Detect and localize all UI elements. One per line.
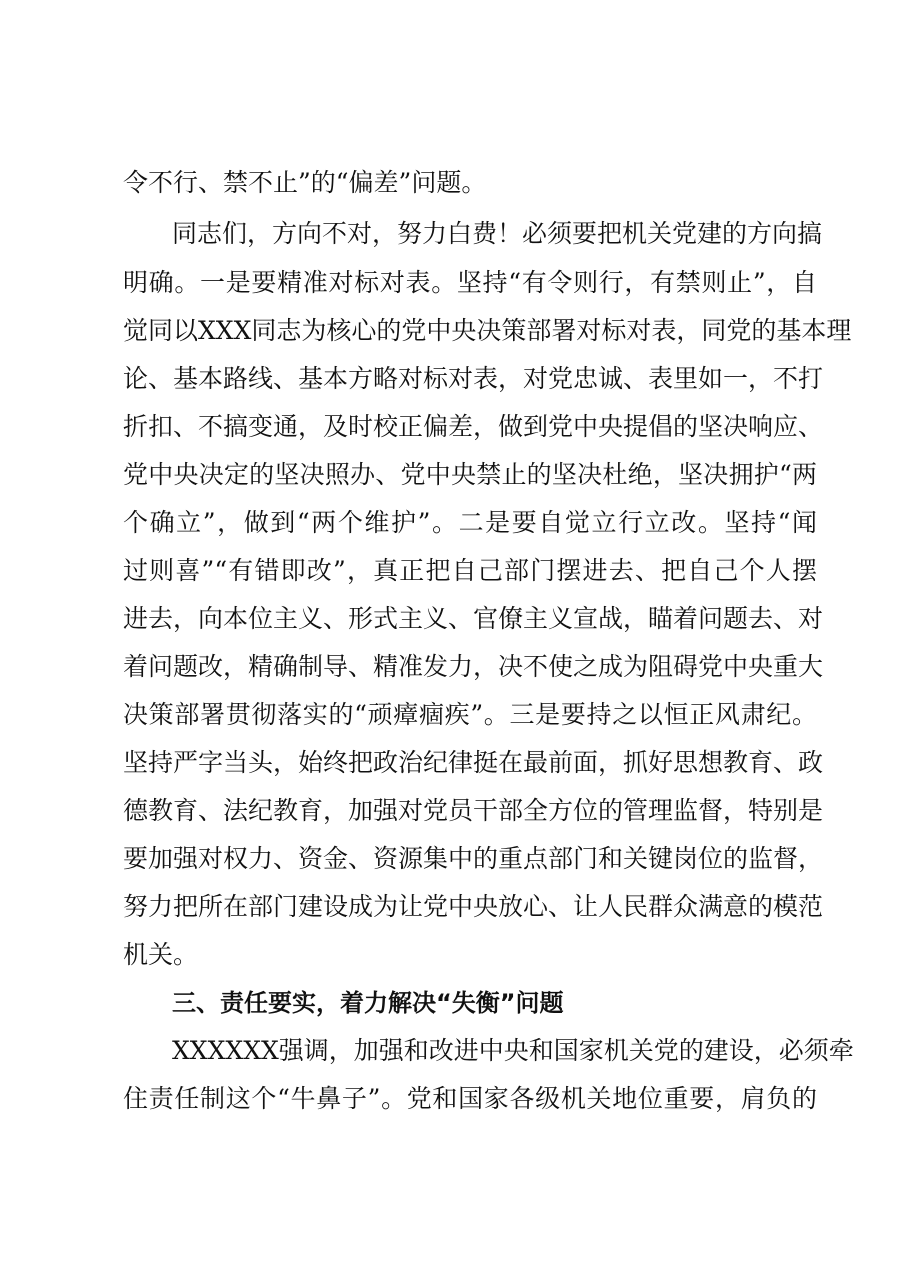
paragraph-line: 进去，向本位主义、形式主义、官僚主义宣战，瞄着问题去、对	[123, 604, 824, 633]
paragraph-line: 住责任制这个“牛鼻子”。党和国家各级机关地位重要，肩负的	[123, 1084, 817, 1113]
paragraph-line: 努力把所在部门建设成为让党中央放心、让人民群众满意的模范	[123, 892, 824, 921]
section-heading: 三、责任要实，着力解决“失衡”问题	[172, 989, 564, 1017]
paragraph-line: 觉同以XXX同志为核心的党中央决策部署对标对表，同党的基本理	[123, 316, 852, 345]
paragraph-line: 论、基本路线、基本方略对标对表，对党忠诚、表里如一，不打	[123, 364, 824, 393]
paragraph-line: 同志们，方向不对，努力白费！必须要把机关党建的方向搞	[172, 219, 823, 248]
paragraph-line: 坚持严字当头，始终把政治纪律挺在最前面，抓好思想教育、政	[123, 748, 824, 777]
paragraph-line: 过则喜”“有错即改”，真正把自己部门摆进去、把自己个人摆	[123, 556, 817, 585]
paragraph-line: 折扣、不搞变通，及时校正偏差，做到党中央提倡的坚决响应、	[123, 412, 824, 441]
paragraph-line: 机关。	[123, 940, 199, 969]
paragraph-line: 要加强对权力、资金、资源集中的重点部门和关键岗位的监督，	[123, 844, 824, 873]
paragraph-line: XXXXXX强调，加强和改进中央和国家机关党的建设，必须牵	[172, 1036, 854, 1065]
paragraph-line: 令不行、禁不止”的“偏差”问题。	[123, 168, 487, 197]
paragraph-line: 德教育、法纪教育，加强对党员干部全方位的管理监督，特别是	[123, 796, 824, 825]
paragraph-line: 决策部署贯彻落实的“顽瘴痼疾”。三是要持之以恒正风肃纪。	[123, 700, 817, 729]
paragraph-line: 明确。一是要精准对标对表。坚持“有令则行，有禁则止”，自	[123, 268, 817, 297]
paragraph-line: 着问题改，精确制导、精准发力，决不使之成为阻碍党中央重大	[123, 652, 824, 681]
paragraph-line: 党中央决定的坚决照办、党中央禁止的坚决杜绝，坚决拥护“两	[123, 460, 817, 489]
paragraph-line: 个确立”，做到“两个维护”。二是要自觉立行立改。坚持“闻	[123, 508, 817, 537]
